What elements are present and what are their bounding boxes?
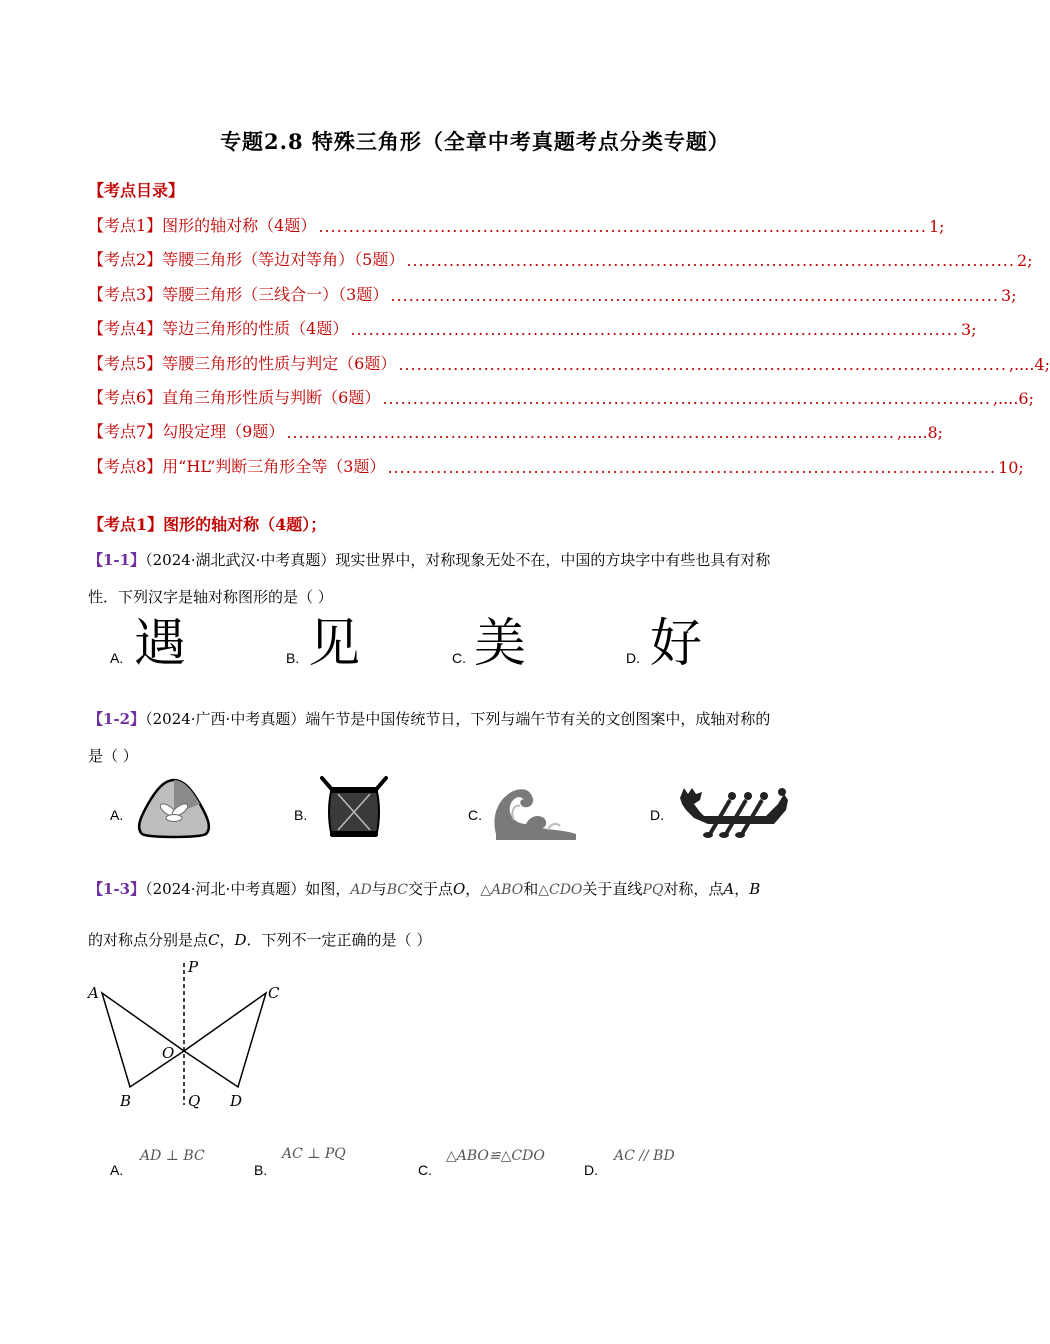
option-a-label[interactable]: A. [110, 807, 124, 823]
toc-item-label: 【考点1】图形的轴对称（4题） [88, 216, 317, 235]
question-1-2-line2: 是（ ） [88, 747, 138, 765]
label-p: P [188, 958, 199, 976]
option-c-label[interactable]: C. [468, 807, 482, 823]
toc-item[interactable] [88, 384, 1034, 408]
math-ad: AD [350, 882, 372, 898]
option-b-text[interactable]: AC ⊥ PQ [282, 1146, 346, 1162]
toc-leader: .................................................................................................... [398, 355, 1007, 374]
question-text: ．下列不一定正确的是（ ） [246, 931, 432, 949]
option-a-label[interactable]: A. [110, 1162, 124, 1178]
toc-heading: 【考点目录】 [88, 181, 185, 200]
triangle-abo [102, 993, 184, 1087]
point-a: A [723, 880, 735, 898]
question-1-3-line2 [88, 929, 431, 950]
option-a-text[interactable]: AD ⊥ BC [140, 1148, 205, 1164]
option-b-label[interactable]: B. [294, 807, 308, 823]
question-text: 交于点 [407, 880, 453, 898]
toc-item-label: 【考点5】等腰三角形的性质与判定（6题） [88, 354, 397, 373]
toc-item[interactable] [88, 453, 1024, 477]
question-number: 【1-2】 [88, 710, 146, 728]
label-o: O [162, 1044, 175, 1062]
question-text: （2024·湖北武汉·中考真题）现实世界中，对称现象无处不在，中国的方块字中有些也具有对称 [145, 551, 771, 569]
toc-leader: .................................................................................................... [390, 286, 999, 305]
question-1-1-line2: 性．下列汉字是轴对称图形的是（ ） [88, 588, 333, 606]
toc-item-page: 1; [928, 217, 945, 236]
point-b: B [749, 880, 761, 898]
option-b-label[interactable]: B. [254, 1162, 268, 1178]
toc-item-label: 【考点7】勾股定理（9题） [88, 422, 285, 441]
question-text: 和 [523, 880, 539, 898]
option-b-label[interactable]: B. [286, 650, 300, 666]
toc-item-label: 【考点8】用“HL”判断三角形全等（3题） [88, 457, 386, 476]
option-c-char[interactable]: 美 [474, 614, 527, 674]
option-d-char[interactable]: 好 [650, 614, 703, 674]
toc-leader: .................................................................................................... [406, 251, 1015, 270]
toc-leader: .................................................................................................... [350, 320, 959, 339]
toc-item[interactable] [88, 212, 945, 236]
question-text: 对称，点 [663, 880, 724, 898]
option-a-char[interactable]: 遇 [134, 614, 187, 674]
symmetry-figure [80, 955, 300, 1115]
toc-leader: .................................................................................................... [318, 217, 927, 236]
option-c-text[interactable]: △ABO≌△CDO [446, 1148, 545, 1164]
toc-item-label: 【考点2】等腰三角形（等边对等角）（5题） [88, 250, 405, 269]
toc-item-page: ,.....8; [896, 423, 944, 442]
toc-item-page: 3; [960, 320, 977, 339]
toc-item-label: 【考点6】直角三角形性质与判断（6题） [88, 388, 381, 407]
question-text: 关于直线 [582, 880, 643, 898]
label-q: Q [188, 1092, 201, 1110]
point-c: C [208, 931, 220, 949]
section-heading: 【考点1】图形的轴对称（4题）； [88, 515, 327, 534]
question-text: ， [219, 931, 235, 949]
question-number: 【1-3】 [88, 880, 146, 898]
toc-item[interactable] [88, 281, 1017, 305]
option-d-label[interactable]: D. [584, 1162, 598, 1178]
toc-item-page: 10; [998, 458, 1024, 477]
option-b-char[interactable]: 见 [308, 614, 361, 674]
label-a: A [88, 984, 99, 1002]
wave-cloud-icon[interactable] [490, 780, 582, 842]
label-c: C [268, 984, 280, 1002]
page-title: 专题2.8 特殊三角形（全章中考真题考点分类专题） [220, 129, 730, 154]
toc-item[interactable] [88, 418, 944, 442]
toc-item-page: ,....6; [992, 389, 1034, 408]
question-text: 与 [371, 880, 387, 898]
question-text: （2024·河北·中考真题）如图， [145, 880, 351, 898]
toc-item-label: 【考点3】等腰三角形（三线合一）（3题） [88, 285, 389, 304]
toc-item[interactable] [88, 315, 977, 339]
question-1-3-line1 [88, 878, 760, 899]
toc-item[interactable] [88, 350, 1050, 374]
question-number: 【1-1】 [88, 551, 146, 569]
question-text: 的对称点分别是点 [88, 931, 209, 949]
toc-leader: .................................................................................................... [286, 423, 895, 442]
option-c-label[interactable]: C. [418, 1162, 432, 1178]
point-o: O [452, 880, 466, 898]
point-d: D [234, 931, 247, 949]
math-pq: PQ [642, 882, 664, 898]
question-1-1-line1 [88, 549, 770, 570]
toc-item-label: 【考点4】等边三角形的性质（4题） [88, 319, 349, 338]
toc-leader: .................................................................................................... [382, 389, 991, 408]
option-d-text[interactable]: AC // BD [614, 1148, 675, 1164]
toc-item-page: 2; [1016, 251, 1033, 270]
question-text: （2024·广西·中考真题）端午节是中国传统节日，下列与端午节有关的文创图案中，成轴对称的 [145, 710, 771, 728]
drum-icon[interactable] [318, 772, 390, 842]
math-triangle-cdo: △CDO [538, 882, 583, 898]
label-d: D [230, 1092, 243, 1110]
question-text: ， [734, 880, 750, 898]
option-d-label[interactable]: D. [650, 807, 664, 823]
option-d-label[interactable]: D. [626, 650, 640, 666]
zongzi-icon[interactable] [134, 776, 214, 840]
toc-leader: .................................................................................................... [387, 458, 997, 477]
math-bc: BC [386, 882, 408, 898]
toc-item-page: 3; [1000, 286, 1017, 305]
toc-item[interactable] [88, 246, 1033, 270]
math-triangle-abo: △ABO [480, 882, 524, 898]
question-1-2-line1 [88, 708, 770, 729]
question-text: ， [465, 880, 481, 898]
option-a-label[interactable]: A. [110, 650, 124, 666]
label-b: B [120, 1092, 132, 1110]
toc-item-page: ,....4; [1008, 355, 1050, 374]
triangle-cdo [184, 993, 266, 1087]
dragon-boat-icon[interactable] [674, 782, 796, 840]
option-c-label[interactable]: C. [452, 650, 466, 666]
